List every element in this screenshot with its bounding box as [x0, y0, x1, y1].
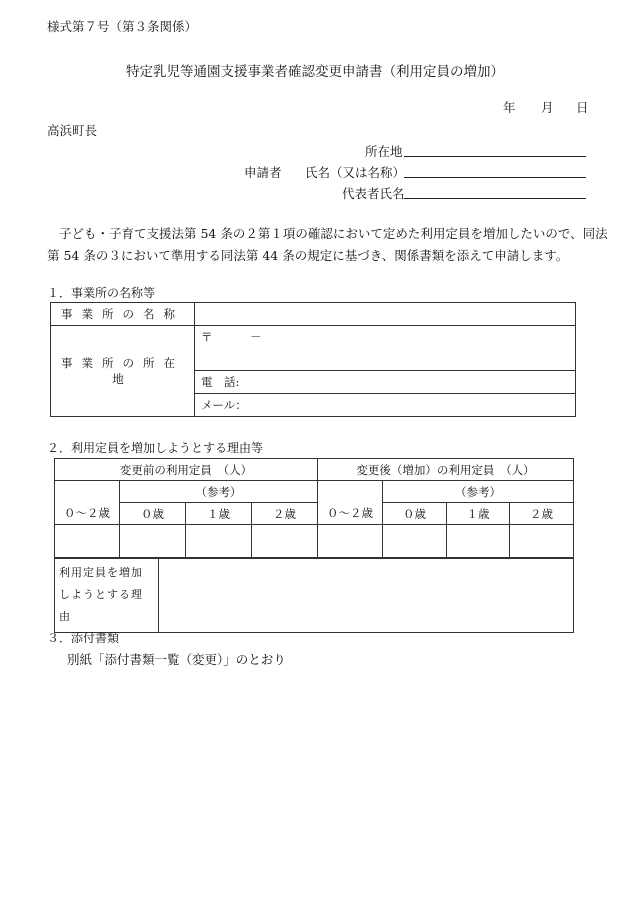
- age-col-header: ０～２歳: [55, 503, 120, 525]
- after-total-spacer: [318, 481, 383, 503]
- age-col-header: ０～２歳: [318, 503, 383, 525]
- reason-table: [54, 557, 574, 633]
- age-col-header: ０歳: [120, 503, 186, 525]
- age-col-header: １歳: [447, 503, 510, 525]
- attachment-text: 別紙「添付書類一覧（変更）」のとおり: [67, 652, 286, 667]
- capacity-input-cell[interactable]: [318, 525, 383, 559]
- name-label: 氏名（又は名称）: [305, 165, 406, 180]
- address-field[interactable]: [404, 141, 586, 157]
- page-title: 特定乳児等通園支援事業者確認変更申請書（利用定員の増加）: [126, 64, 504, 80]
- applicant-role: 申請者: [244, 165, 282, 180]
- mail-cell[interactable]: [195, 394, 576, 417]
- postal-cell[interactable]: [195, 326, 576, 371]
- age-col-header: ０歳: [383, 503, 447, 525]
- capacity-input-cell[interactable]: [447, 525, 510, 559]
- reason-label-line1: 利用定員を増加: [59, 566, 143, 579]
- body-text-line1: 子ども・子育て支援法第 54 条の２第１項の確認において定めた利用定員を増加したいので、同法: [59, 226, 608, 241]
- postal-dash: －: [250, 330, 262, 344]
- section3-heading: ３．添付書類: [47, 631, 120, 645]
- before-total-spacer: [55, 481, 120, 503]
- representative-label: 代表者氏名: [342, 186, 405, 201]
- reason-label: [55, 558, 159, 633]
- capacity-input-cell[interactable]: [510, 525, 574, 559]
- section2-heading: ２．利用定員を増加しようとする理由等: [47, 441, 264, 455]
- reason-input-cell[interactable]: [159, 558, 574, 633]
- phone-label: 電 話:: [201, 375, 240, 389]
- age-col-header: １歳: [186, 503, 252, 525]
- age-col-header: ２歳: [252, 503, 318, 525]
- representative-field[interactable]: [404, 183, 586, 199]
- form-id: 様式第７号（第３条関係）: [47, 19, 198, 34]
- name-field[interactable]: [404, 162, 586, 178]
- facility-name-label: 事業所の名称: [51, 303, 195, 326]
- facility-address-label: 事業所の所在地: [51, 326, 195, 417]
- date-month: 月: [541, 100, 554, 115]
- date-day: 日: [576, 100, 589, 115]
- capacity-input-cell[interactable]: [252, 525, 318, 559]
- body-text-line2: 第 54 条の３において準用する同法第 44 条の規定に基づき、関係書類を添えて申請します。: [47, 248, 569, 263]
- capacity-input-cell[interactable]: [383, 525, 447, 559]
- facility-table: [50, 302, 576, 417]
- facility-name-cell[interactable]: [195, 303, 576, 326]
- capacity-input-cell[interactable]: [186, 525, 252, 559]
- after-reference-header: （参考）: [383, 481, 574, 503]
- addressee: 高浜町長: [47, 123, 98, 138]
- capacity-input-cell[interactable]: [55, 525, 120, 559]
- phone-cell[interactable]: [195, 371, 576, 394]
- before-reference-header: （参考）: [120, 481, 318, 503]
- postal-mark: 〒: [201, 330, 213, 344]
- capacity-table: [54, 458, 574, 559]
- after-capacity-header: 変更後（増加）の利用定員 （人）: [318, 459, 574, 481]
- capacity-input-cell[interactable]: [120, 525, 186, 559]
- section1-heading: １．事業所の名称等: [47, 286, 156, 300]
- before-capacity-header: 変更前の利用定員 （人）: [55, 459, 318, 481]
- address-label: 所在地: [365, 144, 403, 159]
- mail-label: メール：: [201, 398, 247, 412]
- age-col-header: ２歳: [510, 503, 574, 525]
- date-year: 年: [503, 100, 516, 115]
- reason-label-line2: しようとする理由: [59, 588, 143, 623]
